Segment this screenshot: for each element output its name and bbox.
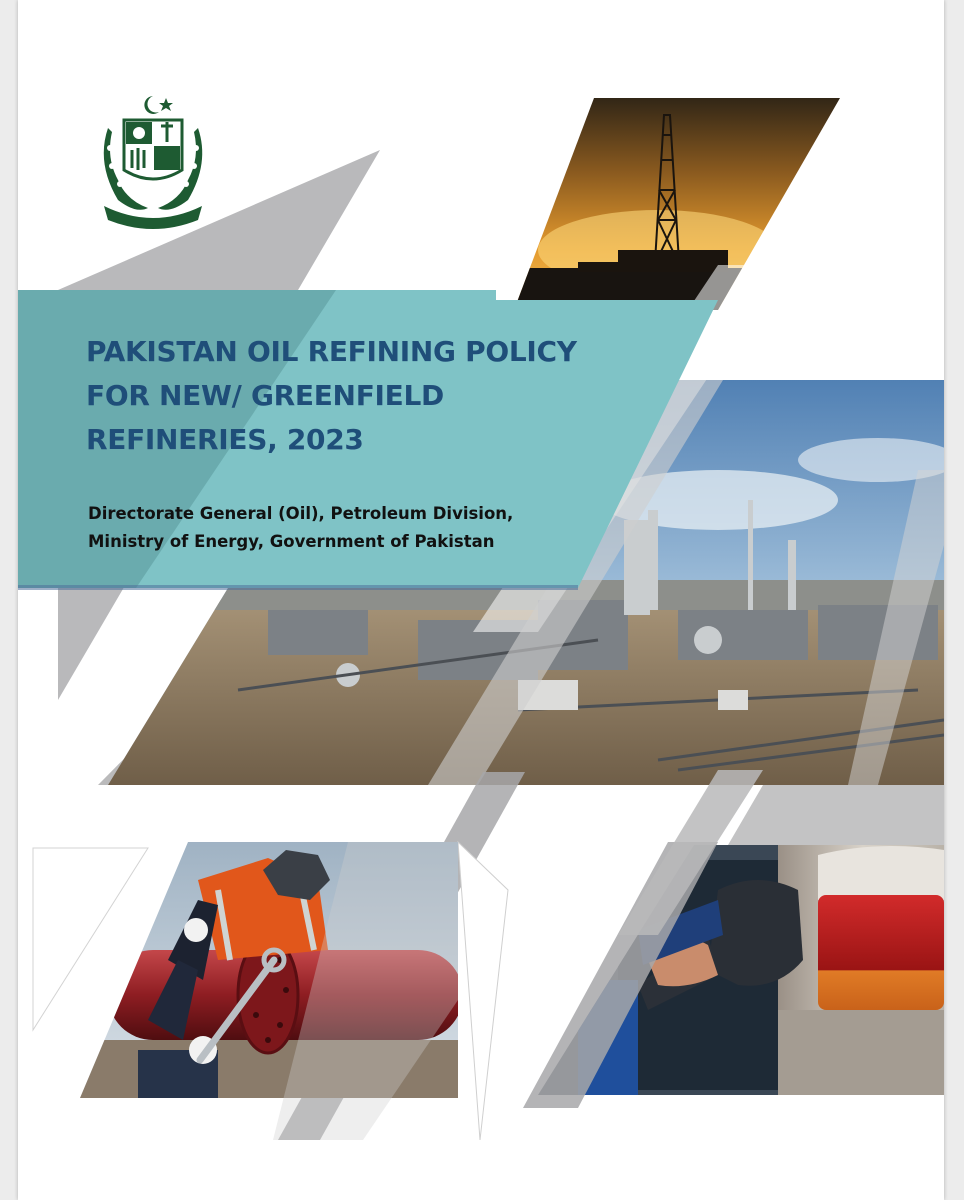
state-emblem (88, 88, 218, 236)
document-subtitle: Directorate General (Oil), Petroleum Division, Ministry of Energy, Government of Pakistan (88, 504, 514, 551)
crescent-icon (144, 96, 159, 114)
drilling-rig-photo (508, 95, 848, 318)
document-title: PAKISTAN OIL REFINING POLICY FOR NEW/ GREENFIELD REFINERIES, 2023 (86, 335, 577, 456)
motto-scroll (104, 206, 202, 229)
star-icon (159, 98, 173, 111)
document-cover (18, 0, 944, 1200)
